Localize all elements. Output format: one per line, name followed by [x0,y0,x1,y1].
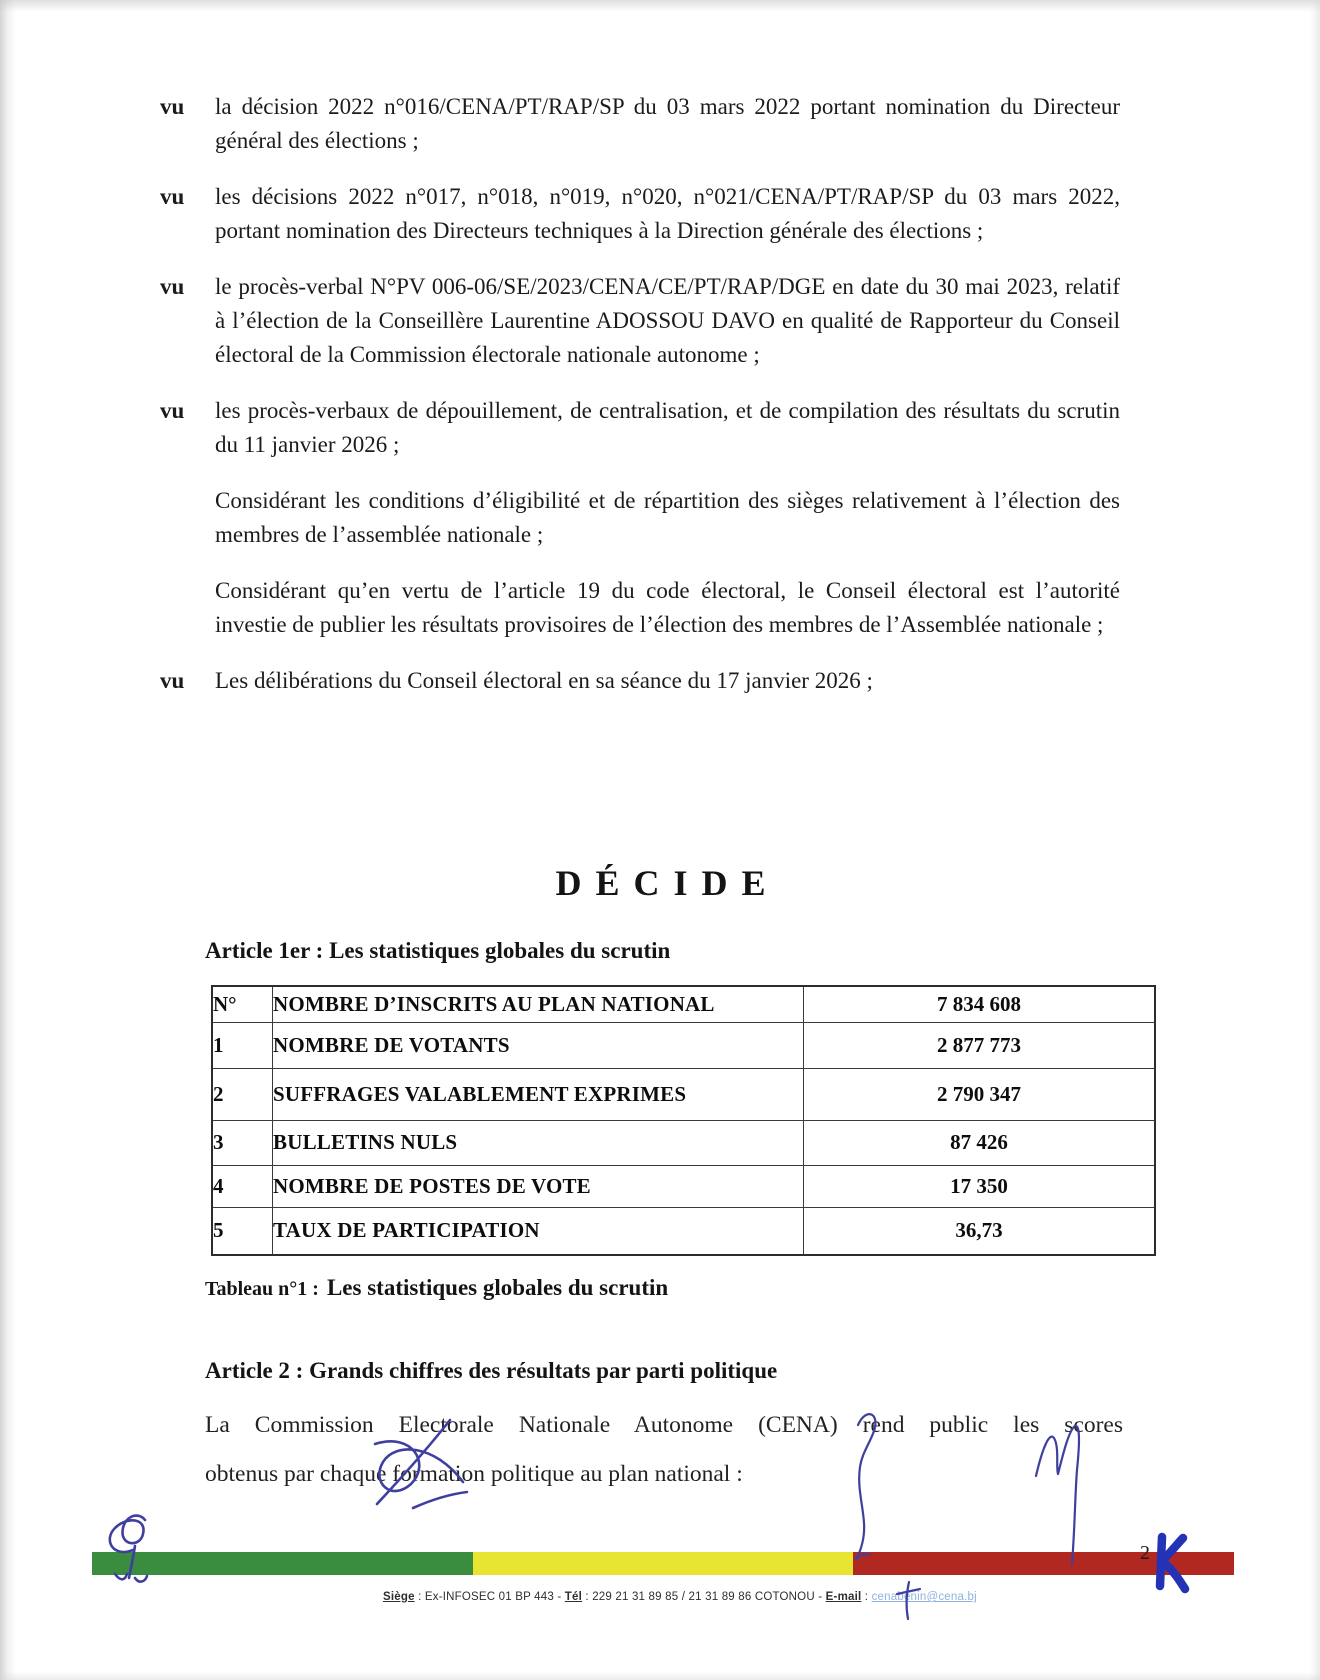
table-row [212,1165,1155,1207]
considerant-item [160,484,1120,552]
scan-edge-left [0,0,16,1680]
table-cell-label: NOMBRE D’INSCRITS AU PLAN NATIONAL [273,986,804,1022]
article1-heading: Article 1er : Les statistiques globales du scrutin [205,938,671,963]
table-row [212,1068,1155,1120]
recital-item [160,270,1120,372]
table-row [212,986,1155,1022]
table-cell-label: SUFFRAGES VALABLEMENT EXPRIMES [273,1068,804,1120]
footer-email-link[interactable]: cenabenin@cena.bj [871,1591,977,1603]
recital-label: vu [160,668,185,693]
pen-stroke-over-email [893,1580,925,1622]
article2-body-line2: obtenus par chaque formation politique au plan national : [205,1461,743,1487]
footer-siege-value: : Ex-INFOSEC 01 BP 443 - [418,1591,562,1603]
signature-mark-1 [95,1488,170,1583]
table-row [212,1120,1155,1165]
footer-tel-value: : 229 21 31 89 85 / 21 31 89 86 COTONOU - [585,1591,823,1603]
footer-email-colon: : [864,1591,869,1603]
decide-heading: DÉCIDE [555,863,780,903]
footer-tel-label: Tél [564,1591,582,1603]
recital-item [160,90,1120,158]
recital-item [160,664,1120,698]
table-cell-num: 4 [212,1165,273,1207]
table-cell-label: NOMBRE DE POSTES DE VOTE [273,1165,804,1207]
recital-label [160,574,215,642]
signature-mark-2 [355,1412,470,1517]
table-caption-prefix: Tableau n°1 : [205,1278,319,1300]
table-cell-num: 5 [212,1207,273,1255]
footer-contact-line [383,1591,977,1603]
footer-email-label: E-mail [825,1591,862,1603]
article2-heading: Article 2 : Grands chiffres des résultats par parti politique [205,1358,778,1383]
considerant-text: Considérant qu’en vertu de l’article 19 du code électoral, le Conseil électoral est l’autorité investie de publier les résultats provisoires de l’élection des membres de l’Assemblée nationale ; [215,578,1120,637]
recital-label: vu [160,274,185,299]
recitals-section [160,90,1120,720]
considerant-text: Considérant les conditions d’éligibilité et de répartition des sièges relativement à l’élection des membres de l’assemblée nationale ; [215,488,1120,547]
table-cell-num: 2 [212,1068,273,1120]
recital-label: vu [160,184,185,209]
table-cell-value: 87 426 [804,1120,1156,1165]
recital-text: le procès-verbal N°PV 006-06/SE/2023/CENA/CE/PT/RAP/DGE en date du 30 mai 2023, relatif à l’élection de la Conseillère Laurentine ADOSSOU DAVO en qualité de Rapporteur du Conseil électoral de la Commission électorale nationale autonome ; [215,274,1120,367]
page-number: 2 [1140,1542,1150,1564]
recital-label: vu [160,94,185,119]
scan-edge-bottom [0,1672,1320,1680]
table-row [212,1022,1155,1068]
recital-text: Les délibérations du Conseil électoral en sa séance du 17 janvier 2026 ; [215,668,873,693]
table-cell-value: 17 350 [804,1165,1156,1207]
table-cell-num: 3 [212,1120,273,1165]
scan-edge-top [0,0,1320,12]
table-cell-label: TAUX DE PARTICIPATION [273,1207,804,1255]
signature-mark-3 [840,1405,890,1565]
recital-label [160,484,215,552]
flag-bar-yellow [473,1552,854,1575]
article2-body [205,1412,1123,1488]
footer-siege-label: Siège [383,1591,415,1603]
recital-text: les décisions 2022 n°017, n°018, n°019, n°020, n°021/CENA/PT/RAP/SP du 03 mars 2022, portant nomination des Directeurs techniques à la Direction générale des élections ; [215,184,1120,243]
table-cell-value: 2 877 773 [804,1022,1156,1068]
table-cell-num: 1 [212,1022,273,1068]
table-row [212,1207,1155,1255]
recital-text: les procès-verbaux de dépouillement, de centralisation, et de compilation des résultats du scrutin du 11 janvier 2026 ; [215,398,1120,457]
signature-mark-4 [1030,1412,1095,1572]
table-cell-value: 36,73 [804,1207,1156,1255]
article2-body-line1: La Commission Electorale Nationale Autonome (CENA) rend public les scores [205,1412,1123,1438]
signature-mark-5 [1148,1530,1198,1594]
recital-item [160,394,1120,462]
table-cell-value: 2 790 347 [804,1068,1156,1120]
recital-text: la décision 2022 n°016/CENA/PT/RAP/SP du 03 mars 2022 portant nomination du Directeur général des élections ; [215,94,1120,153]
table-cell-num: N° [212,986,273,1022]
table-cell-value: 7 834 608 [804,986,1156,1022]
scan-edge-right [1310,0,1320,1680]
table-cell-label: NOMBRE DE VOTANTS [273,1022,804,1068]
table-caption-text: Les statistiques globales du scrutin [326,1275,669,1300]
statistics-table [211,985,1156,1256]
table-caption [205,1275,668,1301]
considerant-item [160,574,1120,642]
recital-item [160,180,1120,248]
table-cell-label: BULLETINS NULS [273,1120,804,1165]
recital-label: vu [160,398,185,423]
